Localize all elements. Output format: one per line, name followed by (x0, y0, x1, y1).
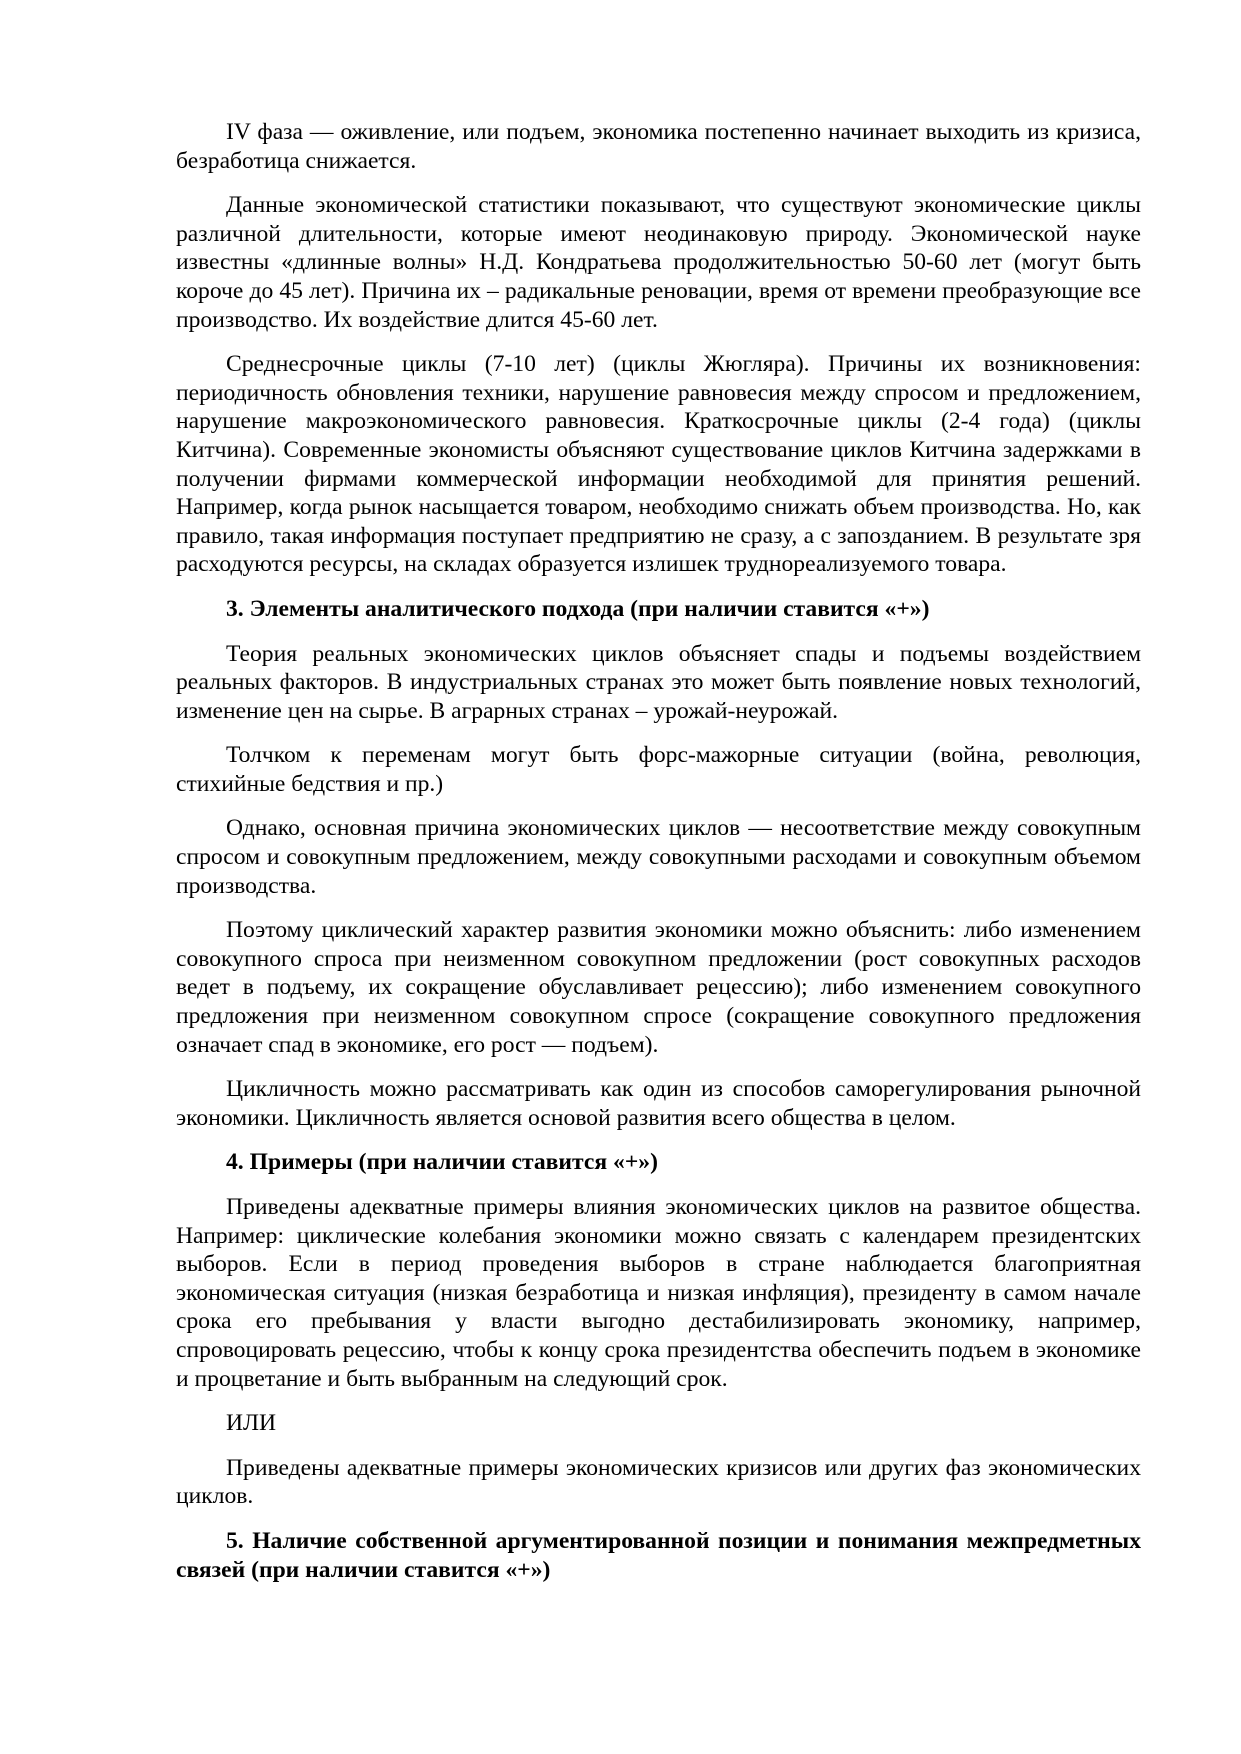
paragraph-examples-crises: Приведены адекватные примеры экономических кризисов или других фаз экономических циклов. (176, 1454, 1141, 1510)
paragraph-phase-four: IV фаза — оживление, или подъем, экономика постепенно начинает выходить из кризиса, безработица снижается. (176, 119, 1141, 174)
section-heading-5: 5. Наличие собственной аргументированной позиции и понимания межпредметных связей (при наличии ставится «+») (176, 1527, 1141, 1583)
paragraph-examples-elections: Приведены адекватные примеры влияния экономических циклов на развитое общества. Например: циклические колебания экономики можно связать с календарем президентских выборов. Если в период проведения выборов в стране наблюдается благоприятная экономическая ситуация (низкая безработица и низкая инфляция), президенту в самом начале срока его пребывания у власти выгодно дестабилизировать экономику, например, спровоцировать рецессию, чтобы к концу срока президентства обеспечить подъем в экономике и процветание и быть выбранным на следующий срок. (176, 1194, 1141, 1392)
paragraph-cyclical-explanation: Поэтому циклический характер развития экономики можно объяснить: либо изменением совокупного спроса при неизменном совокупном предложении (рост совокупных расходов ведет в подъему, их сокращение обуславливает рецессию); либо изменением совокупного предложения при неизменном совокупном спросе (сокращение совокупного предложения означает спад в экономике, его рост — подъем). (176, 917, 1141, 1058)
document-page (176, 118, 1141, 1600)
paragraph-real-cycles-theory: Теория реальных экономических циклов объясняет спады и подъемы воздействием реальных факторов. В индустриальных странах это может быть появление новых технологий, изменение цен на сырье. В аграрных странах – урожай-неурожай. (176, 640, 1141, 724)
paragraph-medium-short-cycles: Среднесрочные циклы (7-10 лет) (циклы Жюгляра). Причины их возникновения: периодичность обновления техники, нарушение равновесия между спросом и предложением, нарушение макроэкономического равновесия. Краткосрочные циклы (2-4 года) (циклы Китчина). Современные экономисты объясняют существование циклов Китчина задержками в получении фирмами коммерческой информации необходимой для принятия решений. Например, когда рынок насыщается товаром, необходимо снижать объем производства. Но, как правило, такая информация поступает предприятию не сразу, а с запозданием. В результате зря расходуются ресурсы, на складах образуется излишек труднореализуемого товара. (176, 351, 1141, 578)
section-heading-4: 4. Примеры (при наличии ставится «+») (226, 1149, 658, 1176)
paragraph-main-cause: Однако, основная причина экономических циклов — несоответствие между совокупным спросом и совокупным предложением, между совокупными расходами и совокупным объемом производства. (176, 815, 1141, 899)
paragraph-self-regulation: Цикличность можно рассматривать как один из способов саморегулирования рыночной экономики. Цикличность является основой развития всего общества в целом. (176, 1076, 1141, 1131)
paragraph-long-waves: Данные экономической статистики показывают, что существуют экономические циклы различной длительности, которые имеют неодинаковую природу. Экономической науке известны «длинные волны» Н.Д. Кондратьева продолжительностью 50-60 лет (могут быть короче до 45 лет). Причина их – радикальные реновации, время от времени преобразующие все производство. Их воздействие длится 45-60 лет. (176, 192, 1141, 333)
paragraph-force-majeure: Толчком к переменам могут быть форс-мажорные ситуации (война, революция, стихийные бедствия и пр.) (176, 742, 1141, 797)
section-heading-3: 3. Элементы аналитического подхода (при наличии ставится «+») (226, 595, 930, 622)
paragraph-or: ИЛИ (226, 1410, 277, 1437)
